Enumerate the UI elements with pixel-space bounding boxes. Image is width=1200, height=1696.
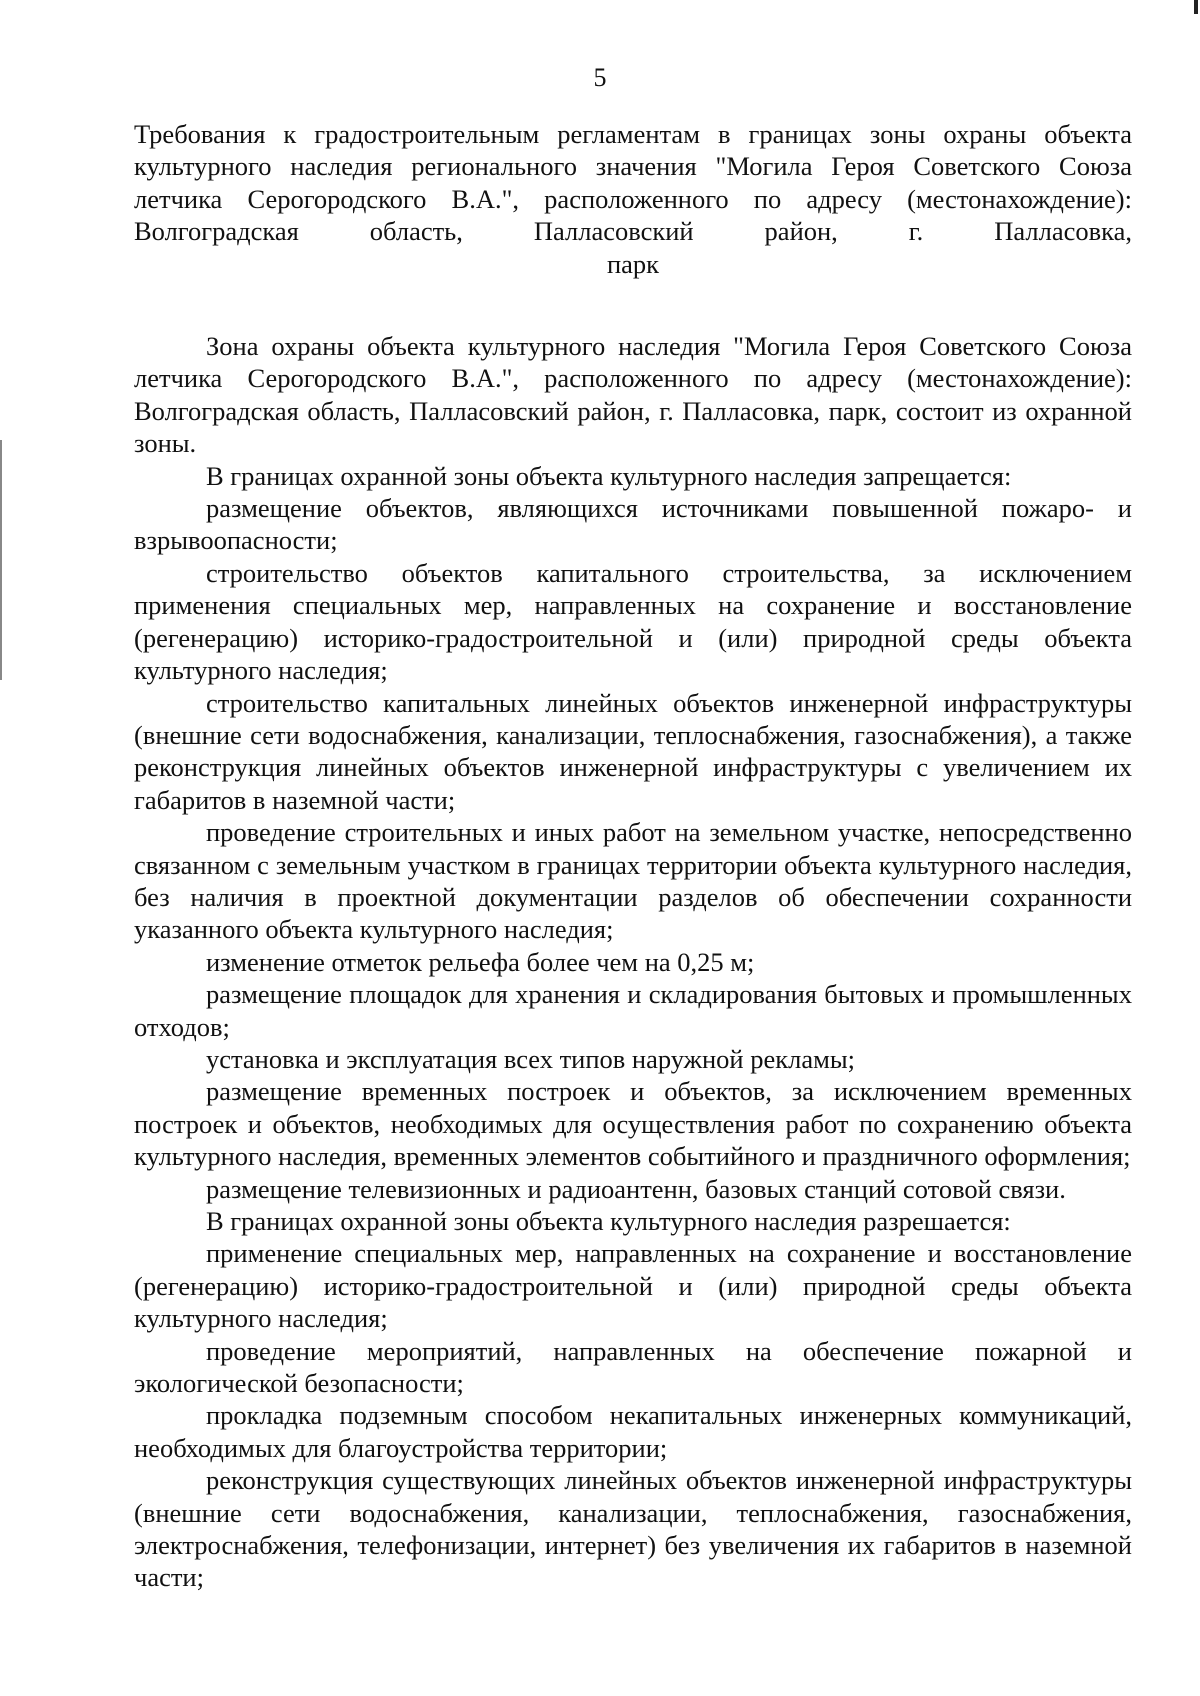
heading-line: Требования к градостроительным регламентам в границах зоны охраны объекта bbox=[134, 119, 1132, 149]
scan-edge-mark bbox=[1194, 0, 1198, 14]
paragraph: размещение телевизионных и радиоантенн, базовых станций сотовой связи. bbox=[206, 1173, 1066, 1204]
section-gap bbox=[134, 280, 1132, 330]
paragraph: проведение строительных и иных работ на земельном участке, непосредственно связанном с земельным участком в границах территории объекта культурного наследия, без наличия в проектной документации разделов об обеспечении сохранности указанного объекта культурного наследия; bbox=[134, 817, 1132, 945]
paragraph: В границах охранной зоны объекта культурного наследия разрешается: bbox=[206, 1206, 1011, 1236]
scan-edge-mark bbox=[0, 440, 2, 680]
paragraph: В границах охранной зоны объекта культурного наследия запрещается: bbox=[206, 460, 1012, 491]
heading-line: культурного наследия регионального значения "Могила Героя Советского Союза bbox=[134, 151, 1132, 182]
paragraph: Зона охраны объекта культурного наследия "Могила Героя Советского Союза летчика Серогородского В.А.", расположенного по адресу (местонахождение): Волгоградская область, Палласовский район, г. Палласовка, парк, состоит из охранной зоны. bbox=[134, 331, 1132, 459]
paragraph: прокладка подземным способом некапитальных инженерных коммуникаций, необходимых для благоустройства территории; bbox=[134, 1400, 1132, 1463]
paragraph: размещение временных построек и объектов, за исключением временных построек и объектов, необходимых для осуществления работ по сохранению объекта культурного наследия, временных элементов событийного и праздничного оформления; bbox=[134, 1076, 1132, 1172]
heading-line: Волгоградская область, Палласовский район, г. Палласовка, bbox=[134, 216, 1132, 247]
heading-line: летчика Серогородского В.А.", расположенного по адресу (местонахождение): bbox=[134, 183, 1132, 214]
paragraph: строительство капитальных линейных объектов инженерной инфраструктуры (внешние сети водоснабжения, канализации, теплоснабжения, газоснабжения), а также реконструкция линейных объектов инженерной инфраструктуры с увеличением их габаритов в наземной части; bbox=[134, 687, 1132, 815]
paragraph: проведение мероприятий, направленных на обеспечение пожарной и экологической безопасности; bbox=[134, 1335, 1132, 1399]
document-heading bbox=[134, 118, 1132, 280]
paragraph: размещение площадок для хранения и складирования бытовых и промышленных отходов; bbox=[134, 979, 1132, 1042]
document-body bbox=[134, 118, 1132, 1594]
paragraph: строительство объектов капитального строительства, за исключением применения специальных мер, направленных на сохранение и восстановление (регенерацию) историко-градостроительной и (или) природной среды объекта культурного наследия; bbox=[134, 557, 1132, 686]
paragraph: изменение отметок рельефа более чем на 0,25 м; bbox=[206, 946, 755, 977]
page-number: 5 bbox=[593, 63, 607, 92]
heading-line: парк bbox=[606, 248, 660, 279]
paragraph: реконструкция существующих линейных объектов инженерной инфраструктуры (внешние сети водоснабжения, канализации, теплоснабжения, газоснабжения, электроснабжения, телефонизации, интернет) без увеличения их габаритов в наземной части; bbox=[134, 1465, 1132, 1593]
paragraph: установка и эксплуатация всех типов наружной рекламы; bbox=[206, 1043, 856, 1074]
paragraph: применение специальных мер, направленных на сохранение и восстановление (регенерацию) историко-градостроительной и (или) природной среды объекта культурного наследия; bbox=[134, 1238, 1132, 1334]
paragraph: размещение объектов, являющихся источниками повышенной пожаро- и взрывоопасности; bbox=[134, 493, 1132, 556]
